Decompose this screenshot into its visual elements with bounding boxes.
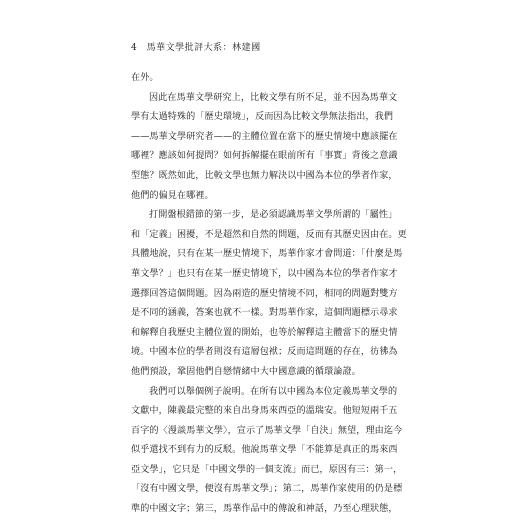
text-line: 準的中國文字；第三，馬華作品中的傳說和神話，乃至心理狀態， [131, 504, 398, 515]
text-line: 型態？既然如此，比較文學也無力解決以中國為本位的學者作家， [131, 170, 398, 181]
text-line: 「沒有中國文學，便沒有馬華文學」；第二，馬華作家使用的仍是標 [131, 484, 403, 495]
text-line: 和「定義」困擾，不是超然和自然的問題，反而有其歷史因由在。更 [131, 229, 407, 240]
paragraph [131, 206, 407, 382]
text-line: 打開盤根錯節的第一步，是必須認識馬華文學所謂的「屬性」 [149, 210, 398, 221]
text-line: 亞文學」，它只是「中國文學的一個支流」而已，原因有三：第一， [131, 464, 403, 475]
text-line: 文獻中，陳義最完整的來自出身馬來西亞的溫瑞安。他短短兩千五 [131, 406, 398, 417]
text-line: ——馬華文學研究者——的主體位置在當下的歷史情境中應該擺在 [131, 131, 398, 142]
paragraph [131, 69, 401, 89]
body-text [131, 69, 407, 520]
text-line: 百字的〈漫談馬華文學〉，宣示了馬華文學「自決」無望，理由迄今 [131, 425, 403, 436]
text-line: 在外。 [131, 73, 159, 83]
text-line: 華文學？」也只有在某一歷史情境下，以中國為本位的學者作家才 [131, 268, 398, 279]
text-line: 境。中國本位的學者則沒有這層包袱；反而這問題的存在，彷彿為 [131, 347, 398, 358]
text-line: 我們可以舉個例子說明。在所有以中國為本位定義馬華文學的 [149, 386, 398, 397]
text-line: 他們的偏見在哪裡。 [131, 190, 214, 201]
text-line: 具體地說，只有在某一歷史情境下，馬華作家才會問道：「什麼是馬 [131, 249, 403, 260]
paragraph [131, 89, 401, 207]
text-line: 他們預設，鞏固他們自戀情緒中大中國意識的循環論證。 [131, 366, 361, 377]
page-number: 4 [131, 43, 138, 53]
text-line: 是不同的涵義，答案也就不一樣。對馬華作家，這個問題標示尋求 [131, 308, 398, 319]
text-line: 因此在馬華文學研究上，比較文學有所不足，並不因為馬華文 [149, 92, 398, 103]
running-head [131, 40, 261, 53]
text-line: 和解釋自我歷史主體位置的開始，也等於解釋這主體當下的歷史情 [131, 327, 398, 338]
text-line: 似乎還找不到有力的反駁。他說馬華文學「不能算是真正的馬來西 [131, 445, 398, 456]
text-line: 學有太過特殊的「歷史環境」，反而因為比較文學無法指出，我們 [131, 112, 394, 123]
running-head-title: 馬華文學批評大系：林建國 [146, 43, 261, 53]
text-line: 哪裡？應該如何提問？如何拆解擺在眼前所有「事實」背後之意識 [131, 151, 398, 162]
text-line: 選擇回答這個問題。因為兩造的歷史情境不同，相同的問題對雙方 [131, 288, 398, 299]
paragraph [131, 383, 401, 520]
